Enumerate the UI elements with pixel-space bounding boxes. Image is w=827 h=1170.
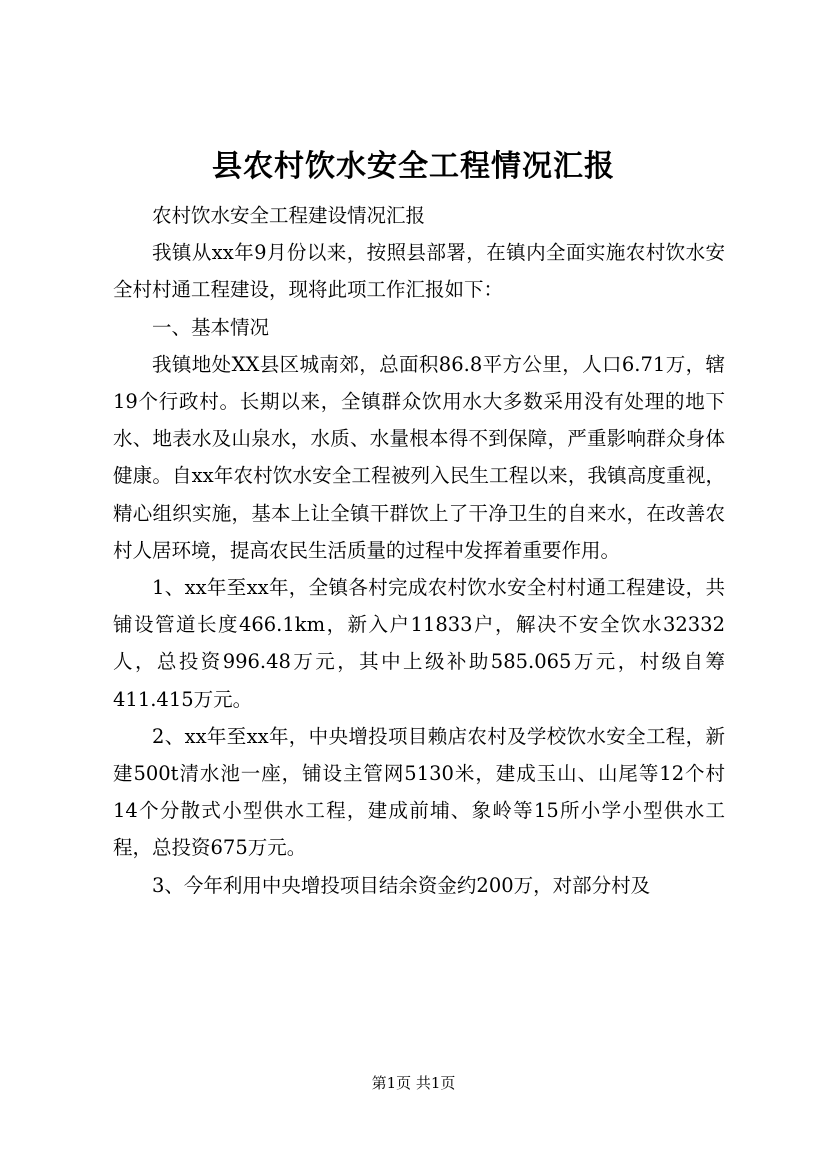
item-2-paragraph: 2、xx年至xx年，中央增投项目赖店农村及学校饮水安全工程，新建500t清水池一座，铺设主管网5130米，建成玉山、山尾等12个村14个分散式小型供水工程，建成前埔、象岭等15所小学小型供水工程，总投资675万元。 (113, 724, 725, 860)
background-paragraph: 我镇地处XX县区城南郊，总面积86.8平方公里，人口6.71万，辖19个行政村。长期以来，全镇群众饮用水大多数采用没有处理的地下水、地表水及山泉水，水质、水量根本得不到保障，严重影响群众身体健康。自xx年农村饮水安全工程被列入民生工程以来，我镇高度重视，精心组织实施，基本上让全镇干群饮上了干净卫生的自来水，在改善农村人居环境，提高农民生活质量的过程中发挥着重要作用。 (113, 352, 725, 562)
document-body (113, 197, 725, 904)
intro-paragraph: 我镇从xx年9月份以来，按照县部署，在镇内全面实施农村饮水安全村村通工程建设，现将此项工作汇报如下： (113, 241, 725, 302)
item-3-paragraph: 3、今年利用中央增投项目结余资金约200万，对部分村及 (152, 873, 651, 897)
item-1-paragraph: 1、xx年至xx年，全镇各村完成农村饮水安全村村通工程建设，共铺设管道长度466.1km，新入户11833户，解决不安全饮水32332人，总投资996.48万元，其中上级补助585.065万元，村级自筹411.415万元。 (113, 576, 725, 711)
document-title: 县农村饮水安全工程情况汇报 (212, 149, 615, 184)
subtitle-paragraph: 农村饮水安全工程建设情况汇报 (152, 204, 426, 227)
section-heading: 一、基本情况 (152, 315, 270, 339)
page-footer: 第1页 共1页 (371, 1074, 456, 1092)
